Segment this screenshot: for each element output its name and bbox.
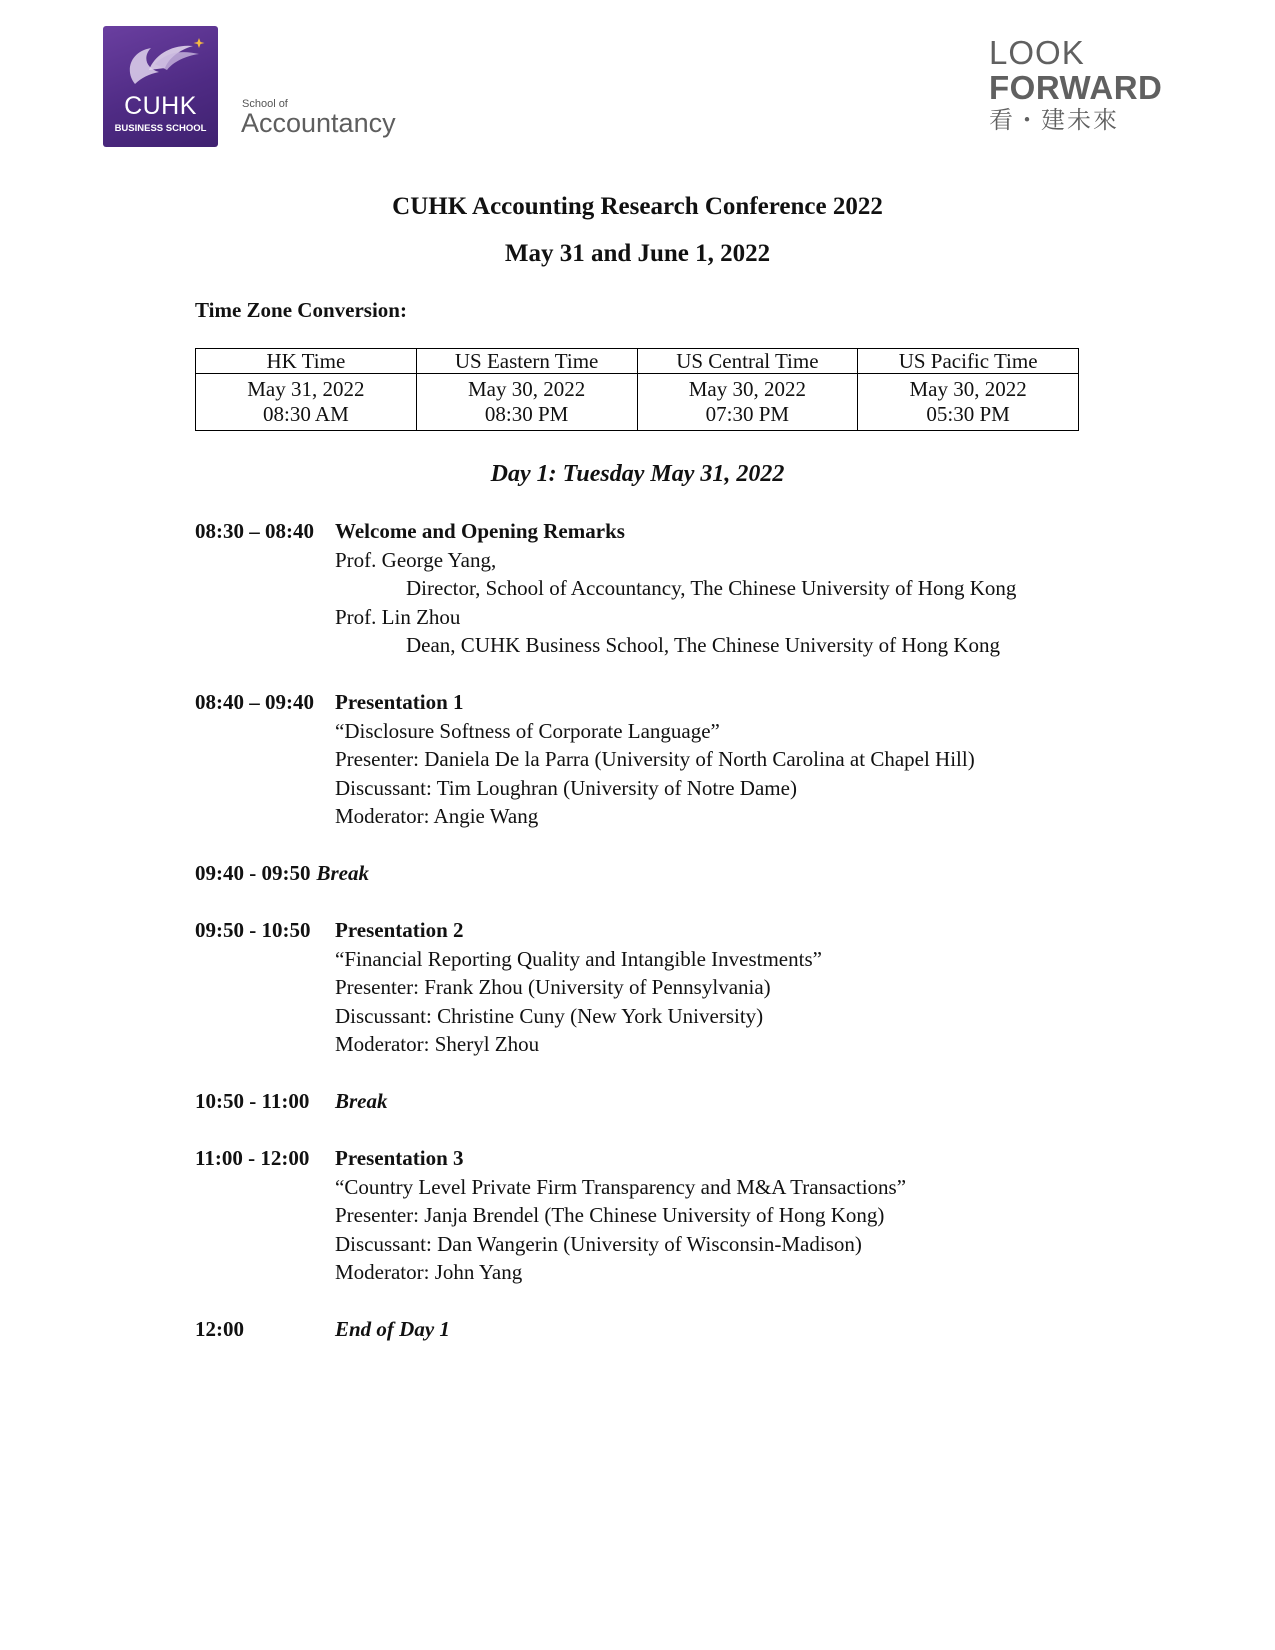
- paper-title: “Financial Reporting Quality and Intangible Investments”: [335, 946, 822, 971]
- hk-time: 08:30 AM: [262, 402, 349, 426]
- presenter: Presenter: Frank Zhou (University of Pennsylvania): [335, 975, 771, 999]
- session-time: 08:30 – 08:40: [195, 519, 314, 543]
- agenda-item-presentation-2: [195, 916, 1095, 1059]
- session-time: 09:50 - 10:50: [195, 918, 311, 942]
- us-central-cell: [637, 374, 858, 431]
- session-heading: Presentation 3: [335, 1146, 464, 1170]
- logo-subtitle: BUSINESS SCHOOL: [114, 123, 207, 134]
- speaker-name: Prof. Lin Zhou: [335, 604, 461, 629]
- moderator: Moderator: John Yang: [335, 1260, 523, 1284]
- presenter: Presenter: Janja Brendel (The Chinese University of Hong Kong): [335, 1203, 885, 1227]
- end-label: End of Day 1: [335, 1317, 450, 1341]
- session-time: 09:40 - 09:50: [195, 861, 311, 885]
- us-eastern-header: US Eastern Time: [416, 349, 637, 374]
- timezone-value-row: [196, 374, 1079, 431]
- agenda: [195, 517, 1095, 1372]
- agenda-item-end: [195, 1315, 1095, 1344]
- school-name: Accountancy: [241, 108, 396, 138]
- timezone-label: Time Zone Conversion:: [195, 298, 407, 322]
- agenda-item-presentation-3: [195, 1144, 1095, 1287]
- phoenix-emblem-icon: [115, 34, 207, 92]
- logo-wordmark: CUHK: [124, 92, 197, 120]
- timezone-table: [195, 348, 1079, 431]
- school-prefix: School of: [242, 98, 288, 110]
- conference-dates: May 31 and June 1, 2022: [504, 240, 771, 267]
- slogan-line-2: FORWARD: [989, 69, 1163, 106]
- hk-date: May 31, 2022: [247, 377, 365, 401]
- eastern-date: May 30, 2022: [468, 377, 586, 401]
- session-heading: Presentation 1: [335, 690, 464, 714]
- moderator: Moderator: Sheryl Zhou: [335, 1032, 540, 1056]
- session-heading: Welcome and Opening Remarks: [335, 519, 625, 543]
- discussant: Discussant: Dan Wangerin (University of Wisconsin-Madison): [335, 1231, 862, 1256]
- session-time: 12:00: [195, 1317, 244, 1341]
- speaker-role: Dean, CUHK Business School, The Chinese University of Hong Kong: [406, 633, 1000, 657]
- us-central-header: US Central Time: [637, 349, 858, 374]
- session-time: 11:00 - 12:00: [195, 1146, 310, 1170]
- eastern-time: 08:30 PM: [484, 402, 569, 426]
- agenda-item-opening: [195, 517, 1095, 660]
- agenda-item-break-2: [195, 1087, 1095, 1116]
- discussant: Discussant: Christine Cuny (New York University): [335, 1003, 764, 1028]
- us-eastern-cell: [416, 374, 637, 431]
- session-time: 08:40 – 09:40: [195, 690, 314, 714]
- agenda-item-break-1: [195, 859, 1095, 888]
- discussant: Discussant: Tim Loughran (University of Notre Dame): [335, 775, 797, 800]
- us-pacific-cell: [858, 374, 1079, 431]
- central-date: May 30, 2022: [688, 377, 806, 401]
- presenter: Presenter: Daniela De la Parra (University of North Carolina at Chapel Hill): [335, 747, 975, 771]
- speaker-role: Director, School of Accountancy, The Chinese University of Hong Kong: [406, 576, 1017, 600]
- break-label: Break: [316, 861, 369, 885]
- agenda-item-presentation-1: [195, 688, 1095, 831]
- cuhk-business-school-logo: [103, 26, 218, 147]
- break-label: Break: [335, 1089, 388, 1113]
- slogan-line-1: LOOK: [989, 34, 1085, 71]
- speaker-name: Prof. George Yang,: [335, 547, 497, 572]
- hk-time-header: HK Time: [196, 349, 417, 374]
- pacific-time: 05:30 PM: [926, 402, 1010, 426]
- timezone-header-row: [196, 349, 1079, 374]
- pacific-date: May 30, 2022: [909, 377, 1027, 401]
- conference-title: CUHK Accounting Research Conference 2022: [392, 193, 883, 220]
- paper-title: “Disclosure Softness of Corporate Language”: [335, 718, 720, 743]
- moderator: Moderator: Angie Wang: [335, 804, 539, 828]
- session-heading: Presentation 2: [335, 918, 464, 942]
- session-time: 10:50 - 11:00: [195, 1089, 310, 1113]
- slogan-chinese: 看・建未來: [989, 106, 1119, 134]
- us-pacific-header: US Pacific Time: [858, 349, 1079, 374]
- paper-title: “Country Level Private Firm Transparency and M&A Transactions”: [335, 1174, 907, 1199]
- day-title: Day 1: Tuesday May 31, 2022: [490, 461, 785, 487]
- hk-time-cell: [196, 374, 417, 431]
- central-time: 07:30 PM: [705, 402, 790, 426]
